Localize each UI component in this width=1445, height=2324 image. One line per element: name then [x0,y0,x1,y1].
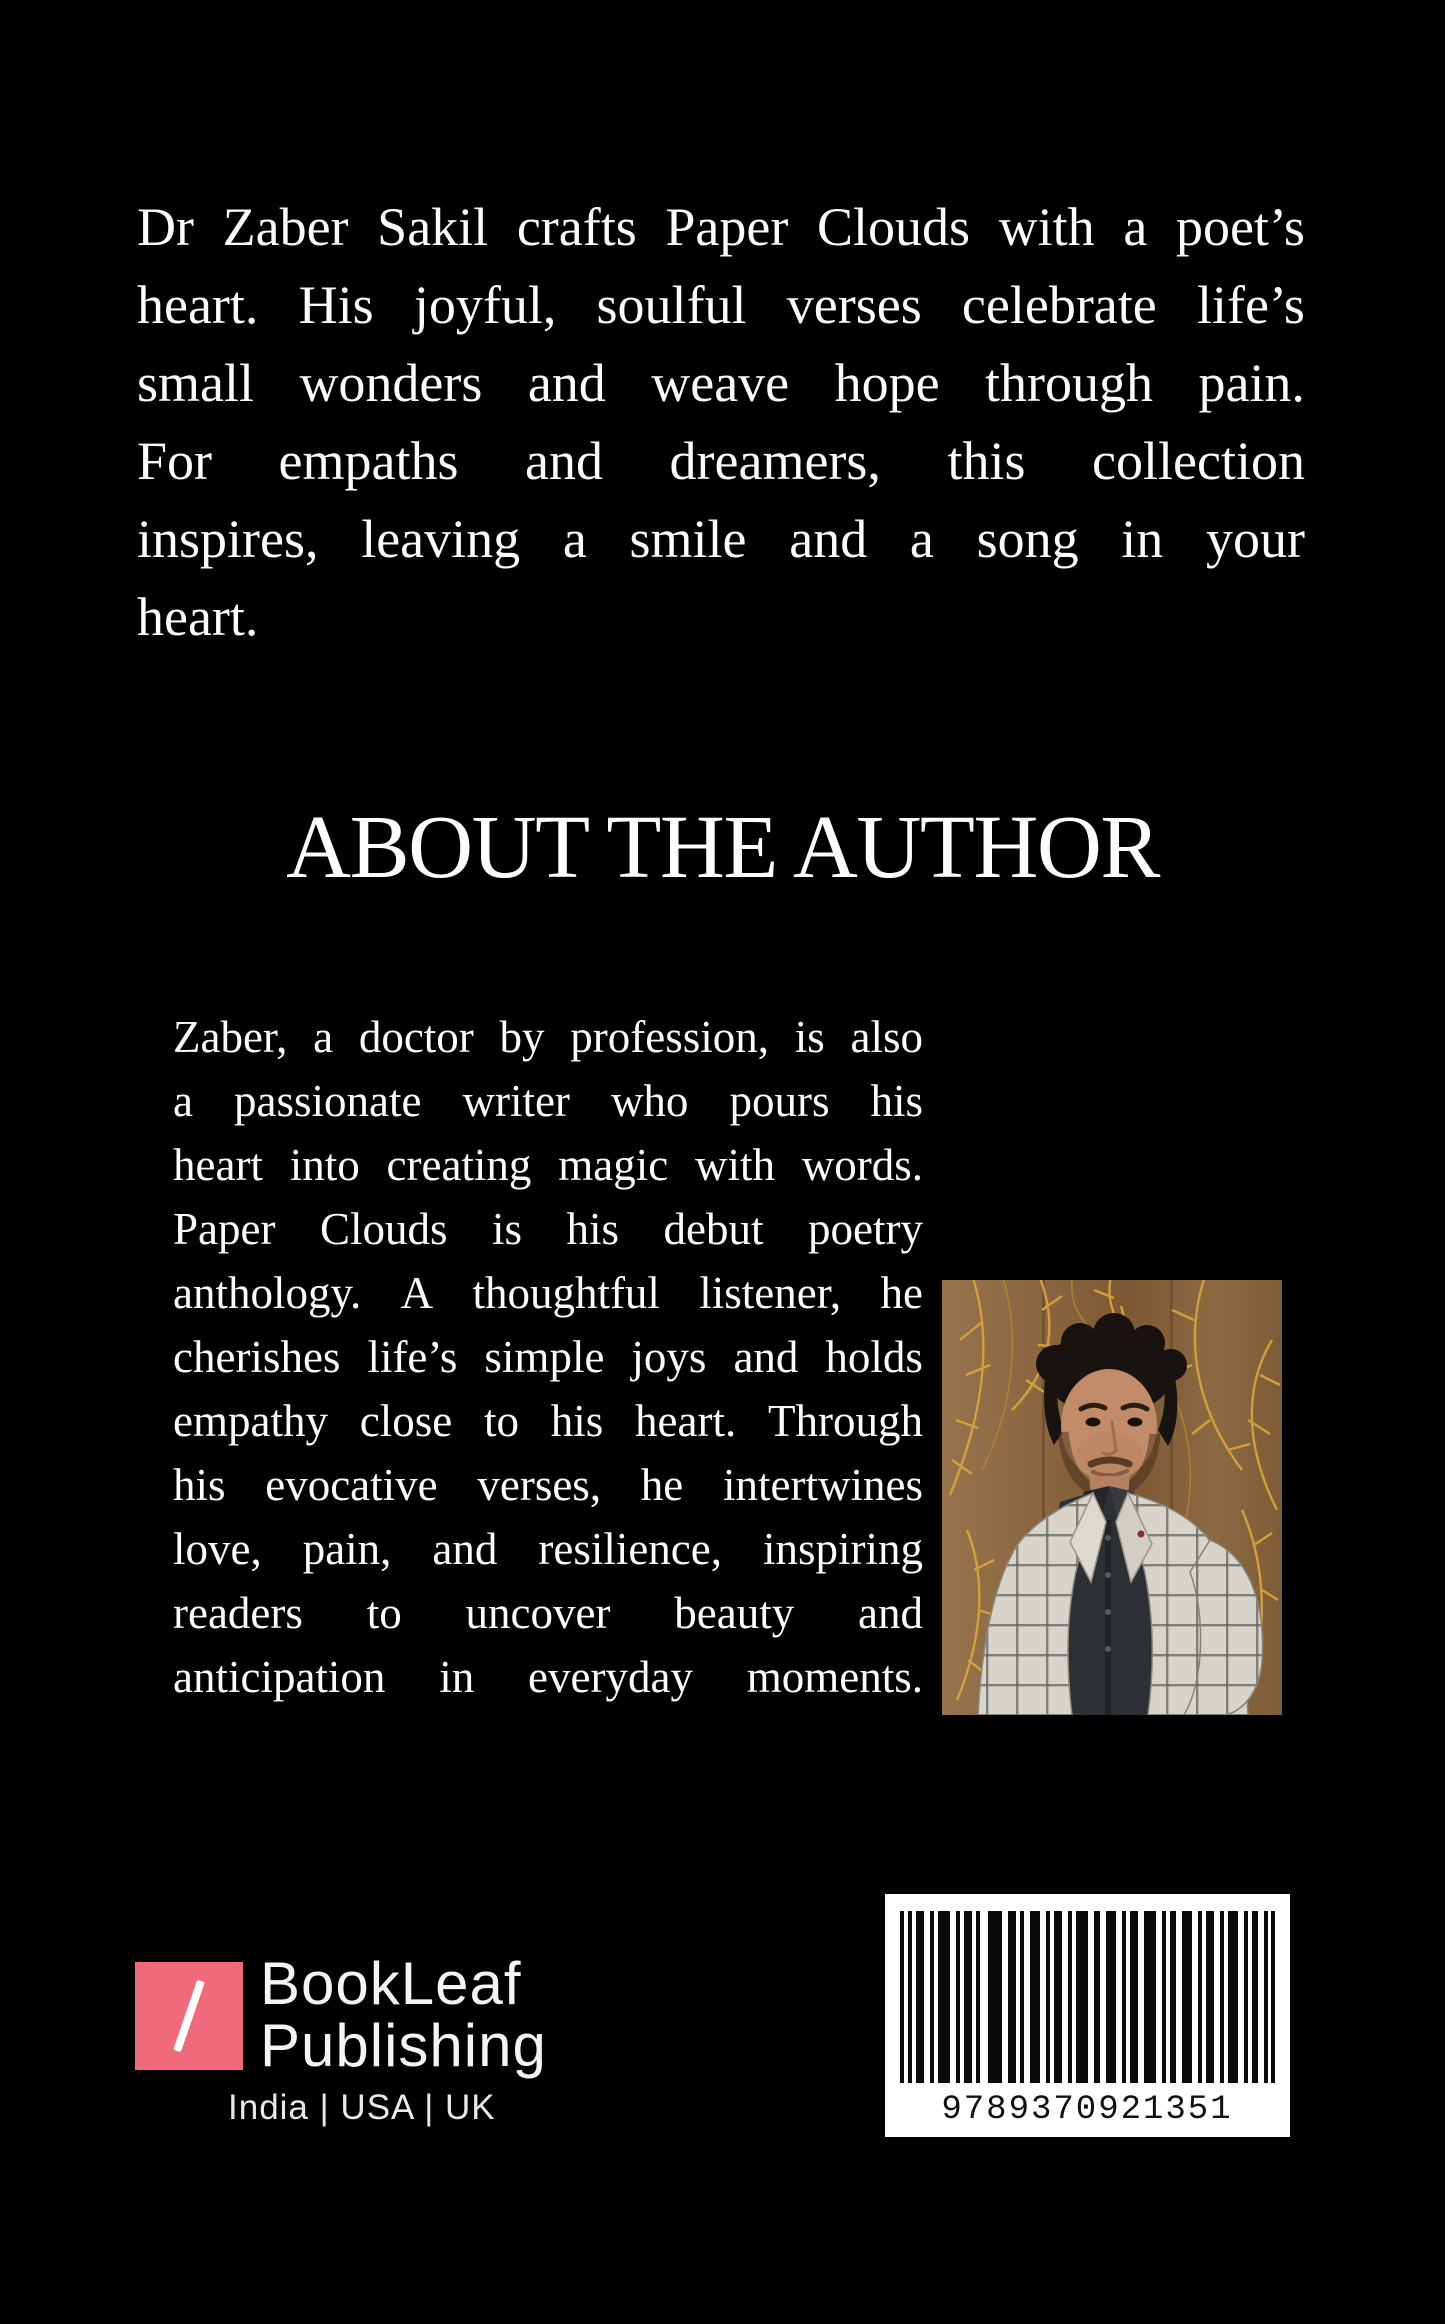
word: a [562,509,587,569]
word: and [789,509,868,569]
word: and [527,353,606,413]
word: His [298,275,374,335]
word: a [1123,197,1148,257]
author-bio [173,1005,923,1709]
blurb-line [137,500,1305,578]
bio-line [173,1261,923,1325]
bio-line [173,1645,923,1709]
word: collection [1092,431,1305,491]
word: leaving [361,509,521,569]
word: writer [462,1076,570,1126]
eye [1086,1418,1101,1427]
word: magic [558,1140,669,1190]
word: song [976,509,1079,569]
word: beauty [674,1588,795,1638]
word: and [858,1588,923,1638]
word: pain, [302,1524,392,1574]
bio-line [173,1133,923,1197]
publisher-name-line2: Publishing [260,2012,547,2079]
bookleaf-logo-icon [135,1962,243,2070]
word: this [947,431,1026,491]
word: your [1206,509,1305,569]
author-photo-illustration [942,1280,1282,1715]
word: wonders [299,353,483,413]
about-the-author-heading: ABOUT THE AUTHOR [286,798,1159,897]
word: pours [729,1076,830,1126]
word: a [173,1076,193,1126]
word: debut [663,1204,764,1254]
word: love, [173,1524,262,1574]
blurb-line [137,344,1305,422]
word: anthology. [173,1268,362,1318]
word: in [1121,509,1164,569]
word: inspires, [137,509,319,569]
word: soulful [596,275,747,335]
word: profession, [570,1012,769,1062]
blurb-line [137,188,1305,266]
bio-line [173,1005,923,1069]
word: a [313,1012,334,1062]
bio-line [173,1069,923,1133]
word: For [137,431,213,491]
word: his [173,1460,226,1510]
bio-line [173,1517,923,1581]
word: creating [386,1140,532,1190]
word: his [870,1076,923,1126]
bio-line [173,1453,923,1517]
publisher-regions: India | USA | UK [228,2088,496,2127]
word: heart. [635,1396,737,1446]
eye [1128,1418,1143,1427]
word: dreamers, [669,431,881,491]
word: life’s [1196,275,1305,335]
word: with [998,197,1095,257]
blurb-line [137,422,1305,500]
word: hope [834,353,940,413]
word: with [694,1140,775,1190]
word: Sakil [377,197,489,257]
word: resilience, [538,1524,723,1574]
word: intertwines [723,1460,923,1510]
word: and [432,1524,498,1574]
word: verses [786,275,922,335]
word: poetry [808,1204,923,1254]
word: heart [173,1140,263,1190]
word: to [483,1396,519,1446]
word: Clouds [816,197,971,257]
isbn-number: 9789370921351 [941,2091,1233,2129]
word: Zaber, [173,1012,288,1062]
word: uncover [465,1588,611,1638]
word: Paper [173,1204,276,1254]
bio-line [173,1197,923,1261]
word: holds [825,1332,923,1382]
lapel-pin [1138,1531,1145,1538]
word: and [525,431,604,491]
word: Dr [137,197,194,257]
word: empaths [278,431,459,491]
word: small [137,353,254,413]
logo-slash-icon [173,1980,205,2053]
blurb-line: heart. [137,587,259,647]
publisher-name [260,1950,660,2079]
word: words. [801,1140,923,1190]
word: he [640,1460,684,1510]
bio-line [173,1581,923,1645]
word: poet’s [1175,197,1305,257]
word: joys [631,1332,707,1382]
word: everyday [528,1652,693,1702]
word: inspiring [762,1524,923,1574]
word: empathy [173,1396,328,1446]
word: in [439,1652,475,1702]
word: anticipation [173,1652,386,1702]
word: a [909,509,934,569]
word: his [550,1396,604,1446]
bio-line [173,1325,923,1389]
barcode-graphic [885,1894,1290,2137]
word: listener, [699,1268,842,1318]
word: Paper [665,197,789,257]
word: joyful, [413,275,557,335]
word: who [610,1076,689,1126]
word: to [366,1588,402,1638]
word: smile [629,509,747,569]
word: moments. [746,1652,923,1702]
word: his [566,1204,620,1254]
word: is [492,1204,523,1254]
word: is [794,1012,825,1062]
word: and [733,1332,799,1382]
word: heart. [137,275,259,335]
word: passionate [234,1076,422,1126]
word: verses, [477,1460,602,1510]
word: A [400,1268,434,1318]
word: Zaber [222,197,349,257]
isbn-barcode [885,1894,1290,2137]
bio-line [173,1389,923,1453]
word: evocative [265,1460,438,1510]
word: into [289,1140,360,1190]
back-cover-blurb [137,188,1305,656]
word: by [499,1012,545,1062]
word: simple [484,1332,605,1382]
word: cherishes [173,1332,341,1382]
author-photo [942,1280,1282,1715]
word: doctor [358,1012,474,1062]
word: celebrate [961,275,1157,335]
word: close [359,1396,453,1446]
word: through [985,353,1153,413]
publisher-name-line1: BookLeaf [260,1950,522,2017]
word: also [850,1012,923,1062]
blurb-line [137,266,1305,344]
word: weave [651,353,790,413]
word: he [880,1268,923,1318]
word: life’s [367,1332,458,1382]
word: thoughtful [472,1268,660,1318]
word: Through [767,1396,923,1446]
word: readers [173,1588,303,1638]
word: pain. [1198,353,1305,413]
word: Clouds [319,1204,448,1254]
word: crafts [516,197,637,257]
